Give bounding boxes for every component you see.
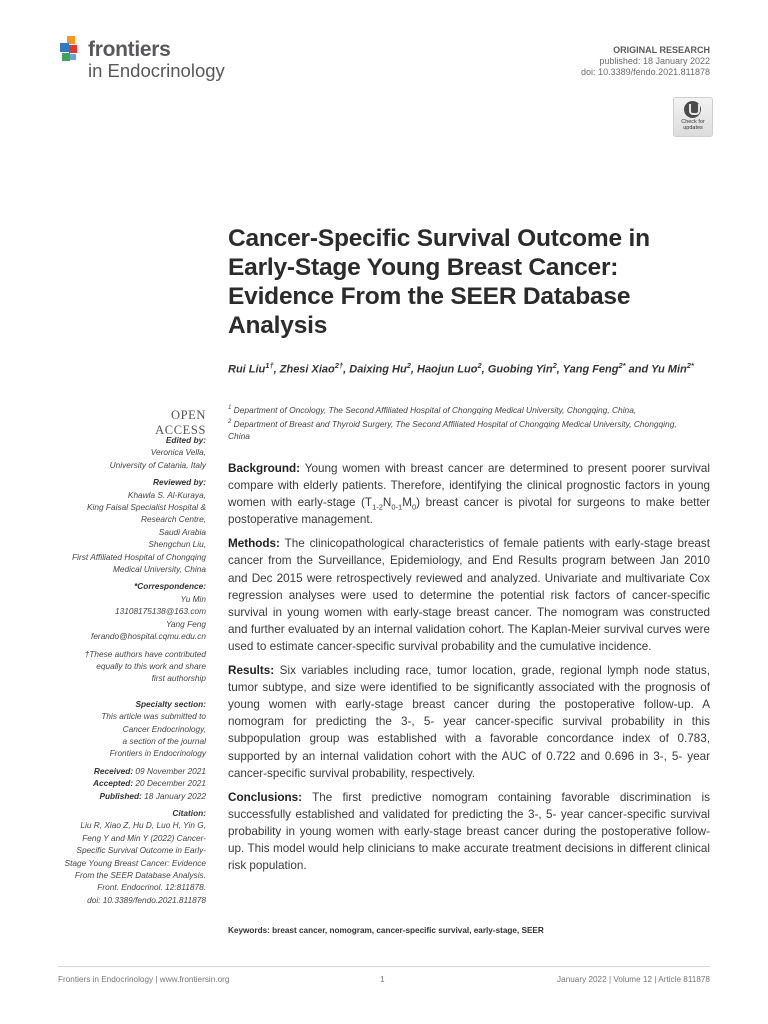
edited-by-block — [40, 434, 206, 471]
specialty-label: Specialty section: — [135, 698, 206, 709]
correspondent-name: Yu Min — [180, 593, 206, 604]
author-name[interactable]: Yang Feng — [562, 363, 619, 376]
footer-journal-link[interactable]: Frontiers in Endocrinology | www.frontiersin.org — [58, 975, 230, 984]
affiliation-number: 1 — [228, 405, 232, 411]
reviewer-line: Research Centre, — [140, 514, 206, 525]
author-list — [228, 358, 698, 378]
affiliation-number: 2 — [228, 418, 232, 425]
bookmark-icon — [684, 101, 701, 118]
frontiers-logo-icon — [58, 36, 84, 66]
reviewer-line: First Affiliated Hospital of Chongqing — [72, 551, 206, 562]
abstract-background: Background: Young women with breast cancer are determined to present poorer survival compare with elderly patients. Therefore, identifying the clinical prognostic factors in young women with early-stage $(T_{1-2}N_{0-1}M_0)$ breast cancer is pivotal for surgeons to make better postoperative management. — [228, 462, 710, 527]
abstract-conclusions: Conclusions: The first predictive nomogram containing favorable discrimination is successfully established and validated for predicting the 3-, 5- year cancer-specific survival probability in young women with early-stage breast cancer during the postoperative follow-up. This model would help clinicians to make accurate treatment decisions in different clinical risk population. — [228, 790, 710, 873]
correspondent-name: Yang Feng — [166, 618, 206, 629]
abstract-results: Results: Six variables including race, tumor location, grade, regional lymph node status, tumor subtype, and size were identified to be significantly associated with the prognosis of young women with early-stage breast cancer during the postoperative follow-up. A nomogram for predicting the 3-, 5- year cancer-specific survival probability in this subpopulation group was established with a favorable concordance index of 0.783, supported by an internal validation cohort with the AUC of 0.722 and 0.696 in 3-, 5- year cancer-specific survival probability, respectively. — [228, 664, 710, 780]
reviewer-line: Saudi Arabia — [158, 526, 206, 537]
footer-divider — [58, 966, 710, 967]
check-for-updates-label: Check for updates — [681, 119, 705, 131]
citation-label: Citation: — [172, 807, 206, 818]
logo-journal-text: in Endocrinology — [88, 60, 225, 81]
article-doi[interactable]: doi: 10.3389/fendo.2021.811878 — [581, 67, 710, 77]
author-name[interactable]: Yu Min — [651, 363, 687, 376]
citation-doi[interactable]: doi: 10.3389/fendo.2021.811878 — [87, 894, 206, 905]
accepted-date: Accepted: 20 December 2021 — [92, 778, 206, 789]
affiliations — [228, 402, 698, 442]
author-name[interactable]: Haojun Luo — [417, 363, 478, 376]
reviewer-line: Khawla S. Al-Kuraya, — [127, 489, 206, 500]
author-name[interactable]: Daixing Hu — [349, 363, 407, 376]
reviewer-line: King Faisal Specialist Hospital & — [87, 502, 206, 513]
author-affiliation-mark: 2* — [686, 361, 694, 370]
author-affiliation-mark: 2 — [406, 361, 411, 370]
author-affiliation-mark: 2* — [618, 361, 626, 370]
open-access-label: OPEN ACCESS — [155, 408, 206, 437]
author-name[interactable]: Rui Liu — [228, 363, 266, 376]
published-date: published: 18 January 2022 — [599, 56, 710, 66]
specialty-block: Specialty section: This article was submitted to Cancer Endocrinology, a section of the journal Frontiers in Endocrinology — [40, 698, 206, 760]
article-meta — [581, 45, 710, 78]
reviewed-by-label: Reviewed by: — [152, 477, 206, 488]
contribution-note: †These authors have contributed equally to this work and share first authorship — [84, 648, 206, 684]
published-date-side: Published: 18 January 2022 — [99, 790, 206, 801]
author-name[interactable]: Zhesi Xiao — [279, 363, 335, 376]
footer-issue-info: January 2022 | Volume 12 | Article 811878 — [557, 975, 710, 984]
reviewer-line: Shengchun Liu, — [148, 539, 206, 550]
received-date: Received: 09 November 2021 — [93, 765, 206, 776]
author-separator: , — [556, 363, 563, 376]
author-separator: , — [343, 363, 350, 376]
editor-line: Veronica Vella, — [150, 447, 206, 458]
reviewed-by-block — [40, 476, 206, 575]
logo-frontiers-text: frontiers — [88, 38, 171, 61]
author-affiliation-mark: 2† — [334, 361, 344, 370]
article-title: Cancer-Specific Survival Outcome in Early-Stage Young Breast Cancer: Evidence From the SEER Database Analysis — [228, 225, 650, 339]
edited-by-label: Edited by: — [165, 435, 206, 445]
reviewer-line: Medical University, China — [113, 564, 206, 575]
correspondence-block — [40, 580, 206, 642]
affiliation-text: Department of Breast and Thyroid Surgery, The Second Affiliated Hospital of Chongqing Medical University, Chongqing, China — [228, 418, 677, 441]
affiliation-text: Department of Oncology, The Second Affiliated Hospital of Chongqing Medical University, Chongqing, China, — [233, 404, 637, 415]
author-affiliation-mark: 2 — [477, 361, 482, 370]
abstract-methods: Methods: The clinicopathological characteristics of female patients with early-stage breast cancer from the Surveillance, Epidemiology, and End Results program between Jan 2010 and Dec 2015 were retrospectively reviewed and analyzed. Univariate and multivariate Cox regression analyses were used to determine the potential risk factors of cancer-specific survival in young women with early-stage breast cancer. The nomogram was constructed and further evaluated by an internal validation cohort. The Kaplan-Meier survival curves were used to estimate cancer-specific survival probability and the cumulative incidence. — [228, 537, 710, 653]
abstract — [228, 460, 710, 881]
journal-logo[interactable] — [58, 36, 258, 86]
dates-block — [40, 765, 206, 802]
editor-line: University of Catania, Italy — [109, 459, 206, 470]
correspondent-email[interactable]: ferando@hospital.cqmu.edu.cn — [91, 631, 206, 642]
sidebar-info — [40, 434, 206, 911]
keywords: Keywords: breast cancer, nomogram, cancer-specific survival, early-stage, SEER — [228, 926, 544, 935]
author-separator: , — [410, 363, 417, 376]
author-name[interactable]: Guobing Yin — [487, 363, 553, 376]
author-affiliation-mark: 1† — [265, 361, 274, 370]
article-type: ORIGINAL RESEARCH — [613, 45, 710, 55]
check-for-updates-button[interactable] — [673, 97, 713, 137]
author-separator: , — [481, 363, 488, 376]
page-number: 1 — [380, 975, 385, 984]
author-affiliation-mark: 2 — [552, 361, 557, 370]
correspondent-email[interactable]: 13108175138@163.com — [114, 606, 206, 617]
citation-block: Citation: Liu R, Xiao Z, Hu D, Luo H, Yin G, Feng Y and Min Y (2022) Cancer- Specific Survival Outcome in Early- Stage Young Breast Cancer: Evidence From the SEER Database Analysis. Front. Endocrinol. 12:811878. doi: 10.3389/fendo.2021.811878 — [40, 807, 206, 906]
author-separator: and — [625, 363, 652, 376]
correspondence-label: *Correspondence: — [134, 581, 206, 592]
author-separator: , — [273, 363, 280, 376]
